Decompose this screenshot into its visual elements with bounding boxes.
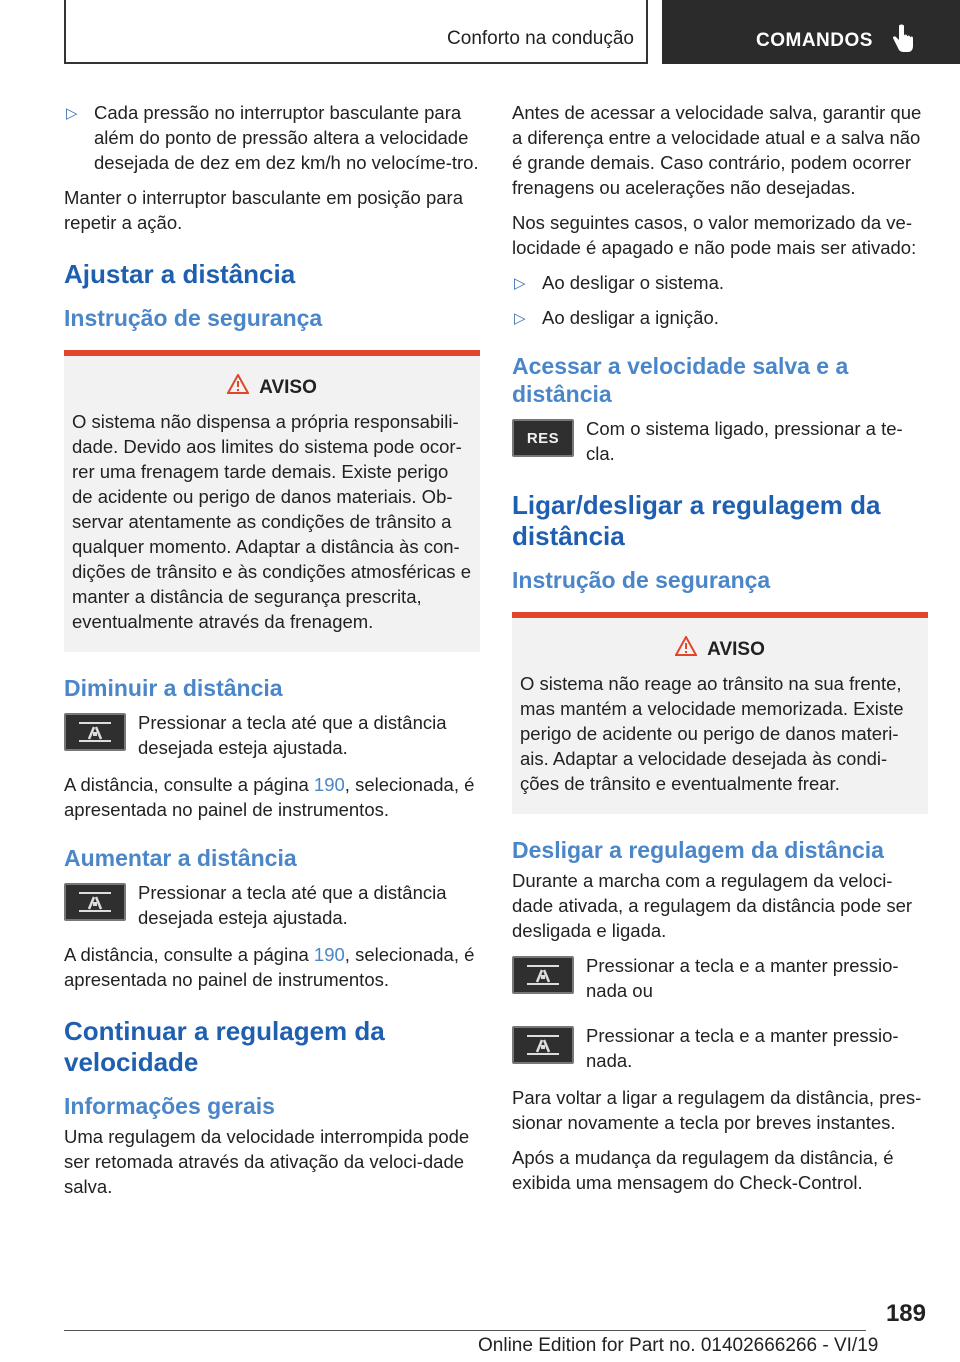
section-heading: Ligar/desligar a regulagem da distância	[512, 490, 881, 551]
paragraph: Para voltar a ligar a regulagem da distância, pres-sionar novamente a tecla por breves instantes.	[512, 1087, 922, 1133]
paragraph: Nos seguintes casos, o valor memorizado da ve-locidade é apagado e não pode mais ser ativado:	[512, 212, 917, 258]
list-item	[512, 305, 928, 330]
page-link[interactable]: 190	[313, 944, 345, 965]
res-key-label: RES	[526, 429, 560, 447]
warning-text: O sistema não dispensa a própria responsabili-dade. Devido aos limites do sistema pode ocor-rer uma frenagem tarde demais. Existe perigo de acidente ou perigo de danos materiais. Ob-servar atentamente as condições de trânsito a qualquer momento. Adaptar a distância às con-dições de trânsito e às condições atmosféricas e manter a distância de segurança prescrita, eventualmente através da frenagem.	[72, 411, 471, 632]
paragraph-text: , selecionada, é apresentada no painel de instrumentos.	[64, 774, 475, 820]
paragraph: Manter o interruptor basculante em posição para repetir a ação.	[64, 187, 463, 233]
key-instruction	[512, 1023, 928, 1073]
warning-title: AVISO	[707, 639, 765, 660]
subsection-heading: Aumentar a distância	[64, 845, 297, 871]
triangle-bullet-icon: ▷	[66, 105, 78, 122]
key-instruction-text: Pressionar a tecla e a manter pressio-nada ou	[586, 955, 899, 1001]
paragraph: Durante a marcha com a regulagem da veloci-dade ativada, a regulagem da distância pode ser desligada e ligada.	[512, 870, 913, 941]
footer-divider	[64, 1330, 866, 1331]
warning-header	[72, 374, 472, 401]
list-item	[64, 100, 480, 175]
list-item-text: Cada pressão no interruptor basculante para além do ponto de pressão altera a velocidade desejada de dez em dez km/h no velocíme-tro.	[94, 102, 479, 173]
warning-text: O sistema não reage ao trânsito na sua frente, mas mantém a velocidade memorizada. Existe perigo de acidente ou perigo de danos materi-ais. Adaptar a velocidade desejada às condi-ções de trânsito e eventualmente frear.	[520, 673, 904, 794]
list-item-text: Ao desligar a ignição.	[542, 307, 719, 328]
subsection-heading: Informações gerais	[64, 1093, 275, 1119]
paragraph	[64, 772, 480, 822]
page-link[interactable]: 190	[313, 774, 345, 795]
key-instruction-text: Pressionar a tecla e a manter pressio-nada.	[586, 1025, 899, 1071]
res-key-icon	[512, 419, 574, 457]
paragraph: Uma regulagem da velocidade interrompida pode ser retomada através da ativação da veloci-dade salva.	[64, 1126, 470, 1197]
chapter-title: COMANDOS	[756, 30, 873, 51]
right-column	[512, 100, 928, 1205]
key-instruction-text: Com o sistema ligado, pressionar a te-cla.	[586, 418, 903, 464]
triangle-bullet-icon: ▷	[514, 275, 526, 292]
subsection-heading: Desligar a regulagem da distância	[512, 837, 884, 863]
warning-triangle-icon	[227, 374, 249, 401]
paragraph-text: A distância, consulte a página	[64, 944, 314, 965]
section-heading: Continuar a regulagem da velocidade	[64, 1016, 385, 1077]
list-item-text: Ao desligar o sistema.	[542, 272, 725, 293]
paragraph	[64, 942, 480, 992]
list-item	[512, 270, 928, 295]
distance-key-icon	[64, 883, 126, 921]
key-instruction-text: Pressionar a tecla até que a distância desejada esteja ajustada.	[138, 882, 447, 928]
section-title: Conforto na condução	[447, 28, 634, 49]
left-column	[64, 100, 480, 1209]
chapter-tab	[662, 0, 960, 64]
subsection-heading: Acessar a velocidade salva e a distância	[512, 353, 849, 407]
warning-box	[512, 612, 928, 814]
key-instruction	[64, 880, 480, 930]
warning-triangle-icon	[675, 636, 697, 663]
subsection-heading: Instrução de segurança	[512, 567, 771, 593]
key-instruction-text: Pressionar a tecla até que a distância desejada esteja ajustada.	[138, 712, 447, 758]
key-instruction	[512, 416, 928, 466]
distance-key-icon	[512, 956, 574, 994]
subsection-heading: Instrução de segurança	[64, 305, 323, 331]
key-instruction	[512, 953, 928, 1003]
paragraph-text: , selecionada, é apresentada no painel de instrumentos.	[64, 944, 475, 990]
warning-header	[520, 636, 920, 663]
pointing-hand-icon	[892, 24, 914, 59]
header-section-frame	[64, 0, 648, 64]
paragraph-text: A distância, consulte a página	[64, 774, 314, 795]
warning-title: AVISO	[259, 377, 317, 398]
distance-key-icon	[512, 1026, 574, 1064]
subsection-heading: Diminuir a distância	[64, 675, 283, 701]
warning-box	[64, 350, 480, 652]
paragraph: Após a mudança da regulagem da distância, é exibida uma mensagem do Check-Control.	[512, 1147, 894, 1193]
distance-key-icon	[64, 713, 126, 751]
page-number: 189	[885, 1300, 926, 1327]
triangle-bullet-icon: ▷	[514, 310, 526, 327]
paragraph: Antes de acessar a velocidade salva, garantir que a diferença entre a velocidade atual e a salva não é grande demais. Caso contrário, podem ocorrer frenagens ou acelerações não desejadas.	[512, 102, 922, 198]
section-heading: Ajustar a distância	[64, 259, 296, 289]
key-instruction	[64, 710, 480, 760]
edition-note: Online Edition for Part no. 01402666266 - VI/19	[478, 1335, 879, 1356]
